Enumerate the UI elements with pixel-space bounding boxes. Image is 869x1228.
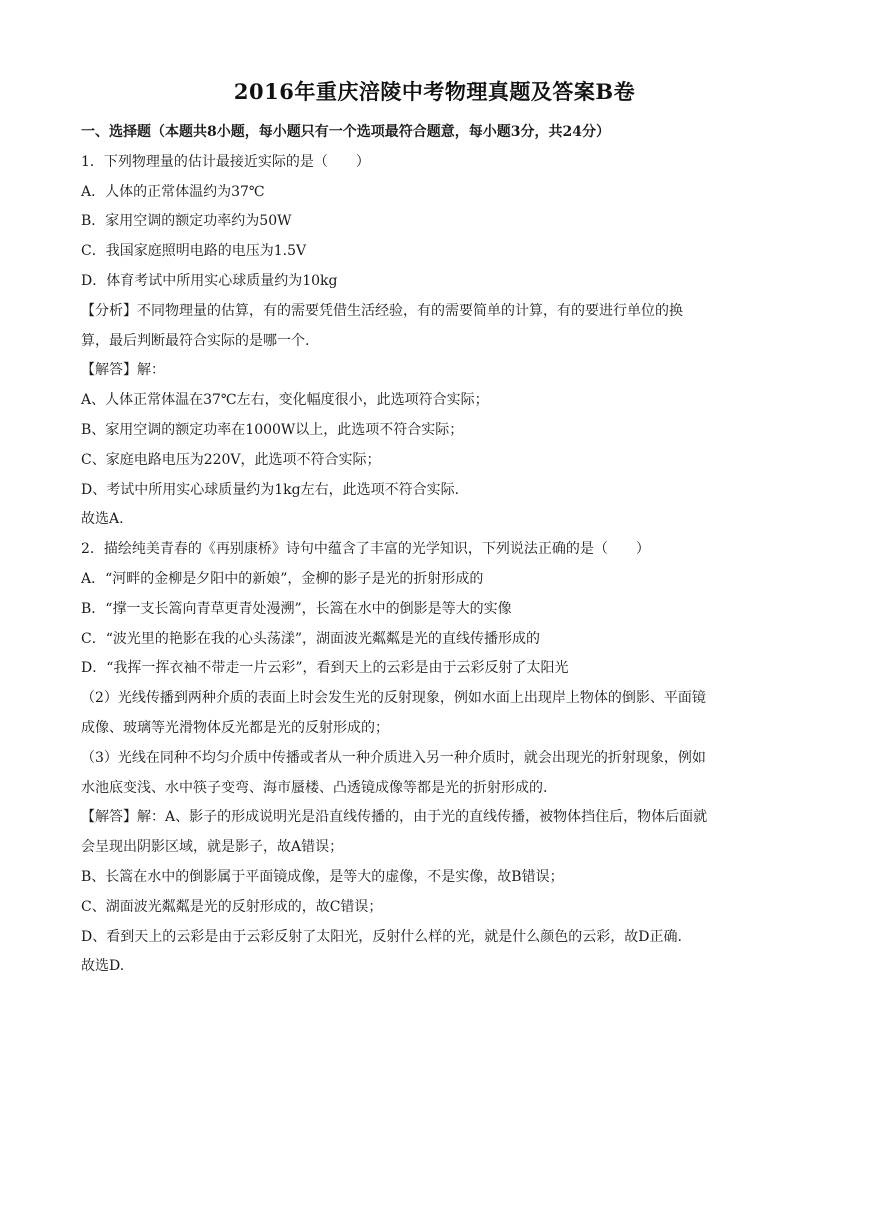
question-2-answer-c: C、湖面波光粼粼是光的反射形成的，故C错误；	[81, 898, 383, 915]
question-2-answer-d: D、看到天上的云彩是由于云彩反射了太阳光，反射什么样的光，就是什么颜色的云彩，故D正确.	[81, 928, 682, 945]
question-2-analysis-3-line-2: 水池底变浅、水中筷子变弯、海市蜃楼、凸透镜成像等都是光的折射形成的.	[81, 779, 548, 796]
question-1-answer-a: A、人体正常体温在37℃左右，变化幅度很小，此选项符合实际；	[81, 392, 489, 409]
question-2-answer-a-line-1: 【解答】解：A、影子的形成说明光是沿直线传播的，由于光的直线传播，被物体挡住后，物体后面就	[81, 809, 708, 826]
question-1-analysis-line-2: 算，最后判断最符合实际的是哪一个.	[81, 332, 310, 349]
question-1-option-a: A．人体的正常体温约为37℃	[81, 183, 265, 200]
question-1-stem: 1．下列物理量的估计最接近实际的是（ ）	[81, 153, 370, 170]
question-2-stem: 2．描绘纯美青春的《再别康桥》诗句中蕴含了丰富的光学知识，下列说法正确的是（ ）	[81, 541, 650, 558]
question-1-conclusion: 故选A.	[81, 511, 124, 528]
question-1-analysis-line-1: 【分析】不同物理量的估算，有的需要凭借生活经验，有的需要简单的计算，有的要进行单位的换	[81, 302, 683, 319]
question-2-option-c: C．“波光里的艳影在我的心头荡漾”，湖面波光粼粼是光的直线传播形成的	[81, 630, 541, 647]
question-1-answer-heading: 【解答】解：	[81, 362, 165, 379]
question-1-answer-d: D、考试中所用实心球质量约为1kg左右，此选项不符合实际.	[81, 481, 460, 498]
question-2-answer-a-line-2: 会呈现出阴影区域，就是影子，故A错误；	[81, 839, 344, 856]
question-1-answer-c: C、家庭电路电压为220V，此选项不符合实际；	[81, 451, 381, 468]
question-2-analysis-2-line-1: （2）光线传播到两种介质的表面上时会发生光的反射现象，例如水面上出现岸上物体的倒影、平面镜	[81, 690, 706, 707]
question-1-option-b: B．家用空调的额定功率约为50W	[81, 213, 292, 230]
question-2-analysis-2-line-2: 成像、玻璃等光滑物体反光都是光的反射形成的；	[81, 719, 389, 736]
question-2-option-a: A．“河畔的金柳是夕阳中的新娘”，金柳的影子是光的折射形成的	[81, 570, 484, 587]
document-title: 2016年重庆涪陵中考物理真题及答案B卷	[233, 79, 636, 104]
question-2-option-b: B．“撑一支长篙向青草更青处漫溯”，长篙在水中的倒影是等大的实像	[81, 600, 512, 617]
document-body	[81, 118, 781, 982]
section-heading: 一、选择题（本题共8小题，每小题只有一个选项最符合题意，每小题3分，共24分）	[81, 124, 610, 140]
question-1-option-d: D．体育考试中所用实心球质量约为10kg	[81, 272, 338, 289]
question-1-answer-b: B、家用空调的额定功率在1000W以上，此选项不符合实际；	[81, 421, 464, 438]
question-2-answer-b: B、长篙在水中的倒影属于平面镜成像，是等大的虚像，不是实像，故B错误；	[81, 868, 564, 885]
question-2-conclusion: 故选D.	[81, 958, 125, 975]
question-2-option-d: D．“我挥一挥衣袖不带走一片云彩”，看到天上的云彩是由于云彩反射了太阳光	[81, 660, 569, 677]
question-2-analysis-3-line-1: （3）光线在同种不均匀介质中传播或者从一种介质进入另一种介质时，就会出现光的折射现象，例如	[81, 749, 706, 766]
question-1-option-c: C．我国家庭照明电路的电压为1.5V	[81, 243, 307, 260]
